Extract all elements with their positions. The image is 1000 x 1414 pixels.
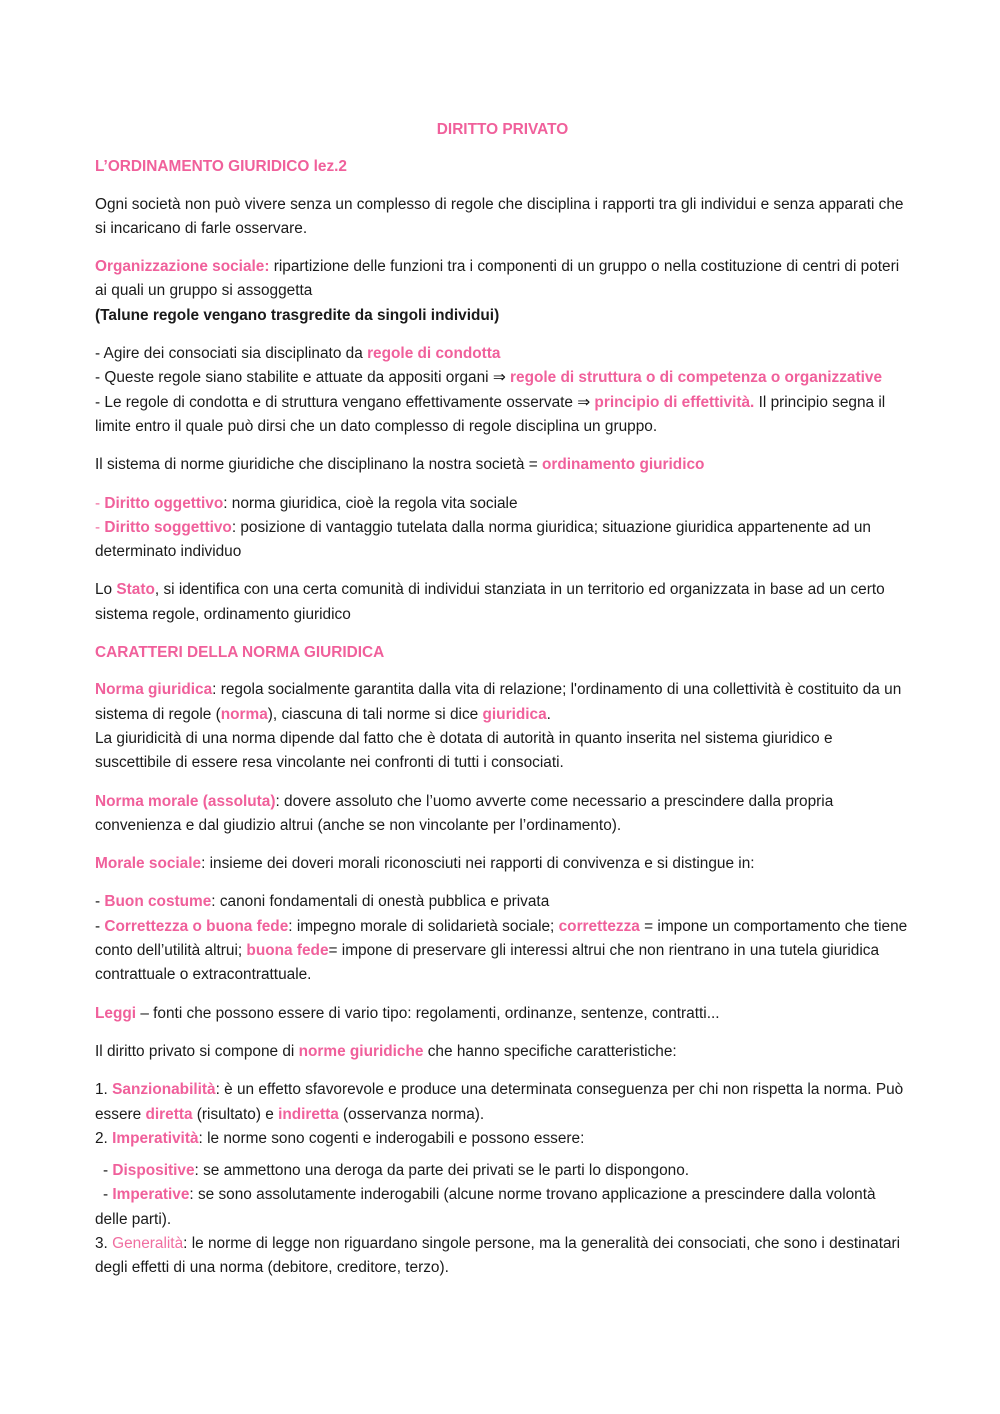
keyword-norme-giuridiche: norme giuridiche [298, 1042, 424, 1060]
dash: - [103, 1186, 113, 1204]
list-regole [95, 342, 910, 439]
list-number: 1. [95, 1081, 113, 1099]
text: : impegno morale di solidarietà sociale; [288, 917, 559, 935]
keyword-indiretta: indiretta [278, 1105, 339, 1123]
paragraph-norma-morale [95, 790, 910, 839]
text: (osservanza norma). [338, 1105, 485, 1123]
text: : insieme dei doveri morali riconosciuti nei rapporti di convivenza e si distingue in: [201, 855, 755, 873]
list-caratteristiche [95, 1078, 910, 1151]
dash: - [103, 1162, 113, 1180]
keyword-buon-costume: Buon costume [104, 893, 212, 911]
keyword-leggi: Leggi [95, 1004, 137, 1022]
keyword-diritto-oggettivo: Diritto oggettivo [104, 494, 224, 512]
paragraph-leggi [95, 1002, 910, 1026]
text: - Agire dei consociati sia disciplinato da [95, 345, 368, 363]
dash: - [95, 494, 105, 512]
text: Il principio segna il limite entro il quale può dirsi che un dato complesso di regole disciplina un gruppo. [95, 393, 886, 435]
text: : se sono assolutamente inderogabili (alcune norme trovano applicazione a prescindere dalla volontà delle parti). [95, 1186, 876, 1228]
text: : se ammettono una deroga da parte dei privati se le parti lo dispongono. [194, 1162, 690, 1180]
section-heading-ordinamento: L’ORDINAMENTO GIURIDICO lez.2 [95, 158, 347, 176]
keyword-regole-condotta: regole di condotta [367, 345, 501, 363]
keyword-imperative: Imperative [112, 1186, 190, 1204]
text: – fonti che possono essere di vario tipo: regolamenti, ordinanze, sentenze, contratti... [136, 1004, 720, 1022]
text: : è un effetto sfavorevole e produce una determinata conseguenza per chi non rispetta la norma. Può essere [95, 1081, 904, 1123]
text: , si identifica con una certa comunità di individui stanziata in un territorio ed organizzata in base ad un certo sistema regole, ordinamento giuridico [95, 581, 885, 623]
text: : le norme sono cogenti e inderogabili e possono essere: [198, 1129, 585, 1147]
text: (risultato) e [192, 1105, 279, 1123]
text: : norma giuridica, cioè la regola vita sociale [223, 494, 518, 512]
text: La giuridicità di una norma dipende dal fatto che è dotata di autorità in quanto inserita nel sistema giuridico e suscettibile di essere resa vincolante nei confronti di tutti i consociati. [95, 729, 833, 772]
text: Il diritto privato si compone di [95, 1042, 299, 1060]
keyword-principio-effettivita: principio di effettività. [594, 393, 755, 411]
section-heading-caratteri: CARATTERI DELLA NORMA GIURIDICA [95, 644, 385, 662]
text: - Queste regole siano stabilite e attuate da appositi organi ⇒ [95, 369, 511, 387]
paragraph-intro: Ogni società non può vivere senza un complesso di regole che disciplina i rapporti tra gli individui e senza apparati che si incaricano di farle osservare. [95, 195, 904, 237]
keyword-norma-giuridica: Norma giuridica [95, 681, 213, 699]
keyword-stato: Stato [116, 581, 155, 599]
text: = impone un comportamento che tiene conto dell’utilità altrui; [95, 917, 908, 960]
list-imperativita-types [95, 1159, 910, 1280]
text: = impone di preservare gli interessi altrui che non rientrano in una tutela giuridica contrattuale o extracontrattuale. [95, 942, 880, 984]
keyword-regole-struttura: regole di struttura o di competenza o organizzative [510, 369, 883, 387]
keyword-ordinamento-giuridico: ordinamento giuridico [541, 456, 705, 474]
text: : dovere assoluto che l’uomo avverte come necessario a prescindere dalla propria convenienza e dal giudizio altrui (anche se non vincolante per l’ordinamento). [95, 792, 834, 834]
keyword-diritto-soggettivo: Diritto soggettivo [104, 518, 232, 536]
keyword-generalita: Generalità [112, 1234, 184, 1252]
dash: - [95, 518, 105, 536]
text: : regola socialmente garantita dalla vita di relazione; l'ordinamento di una collettività è costituito da un sistema di regole ( [95, 681, 902, 723]
keyword-norma: norma [220, 705, 268, 723]
paragraph-norma-giuridica [95, 678, 910, 775]
text: Il sistema di norme giuridiche che disciplinano la nostra società = [95, 456, 542, 474]
keyword-correttezza-buona-fede: Correttezza o buona fede [104, 917, 289, 935]
keyword-giuridica: giuridica [482, 705, 547, 723]
keyword-diretta: diretta [145, 1105, 193, 1123]
text: : posizione di vantaggio tutelata dalla norma giuridica; situazione giuridica appartenente ad un determinato individuo [95, 518, 871, 561]
paragraph-sistema-norme [95, 453, 910, 477]
keyword-organizzazione-sociale: Organizzazione sociale: [95, 258, 270, 276]
keyword-buona-fede: buona fede [246, 942, 329, 960]
paragraph-organizzazione [95, 255, 910, 328]
list-morale [95, 890, 910, 987]
dash: - [95, 917, 105, 935]
keyword-norma-morale: Norma morale (assoluta) [95, 792, 276, 810]
keyword-morale-sociale: Morale sociale [95, 855, 202, 873]
bold-note: (Talune regole vengano trasgredite da singoli individui) [95, 306, 500, 324]
text: : le norme di legge non riguardano singole persone, ma la generalità dei consociati, che sono i destinatari degli effetti di una norma (debitore, creditore, terzo). [95, 1234, 901, 1277]
keyword-dispositive: Dispositive [112, 1162, 195, 1180]
list-number: 3. [95, 1234, 113, 1252]
dash: - [95, 893, 105, 911]
text: . [546, 705, 551, 723]
paragraph-diritto-privato [95, 1040, 910, 1064]
document-title: DIRITTO PRIVATO [436, 121, 569, 138]
text: ), ciascuna di tali norme si dice [267, 705, 483, 723]
paragraph-stato [95, 578, 910, 627]
keyword-imperativita: Imperatività [112, 1129, 199, 1147]
keyword-sanzionabilita: Sanzionabilità [112, 1081, 216, 1099]
paragraph-morale-sociale [95, 852, 910, 876]
list-number: 2. [95, 1129, 113, 1147]
text: che hanno specifiche caratteristiche: [423, 1042, 677, 1060]
text: - Le regole di condotta e di struttura vengano effettivamente osservate ⇒ [95, 393, 595, 411]
text: : canoni fondamentali di onestà pubblica e privata [211, 893, 550, 911]
list-diritto [95, 492, 910, 565]
text: Lo [95, 581, 117, 599]
document-page [95, 118, 910, 1281]
text: ripartizione delle funzioni tra i componenti di un gruppo o nella costituzione di centri di poteri ai quali un gruppo si assoggetta [95, 258, 900, 300]
keyword-correttezza: correttezza [558, 917, 640, 935]
